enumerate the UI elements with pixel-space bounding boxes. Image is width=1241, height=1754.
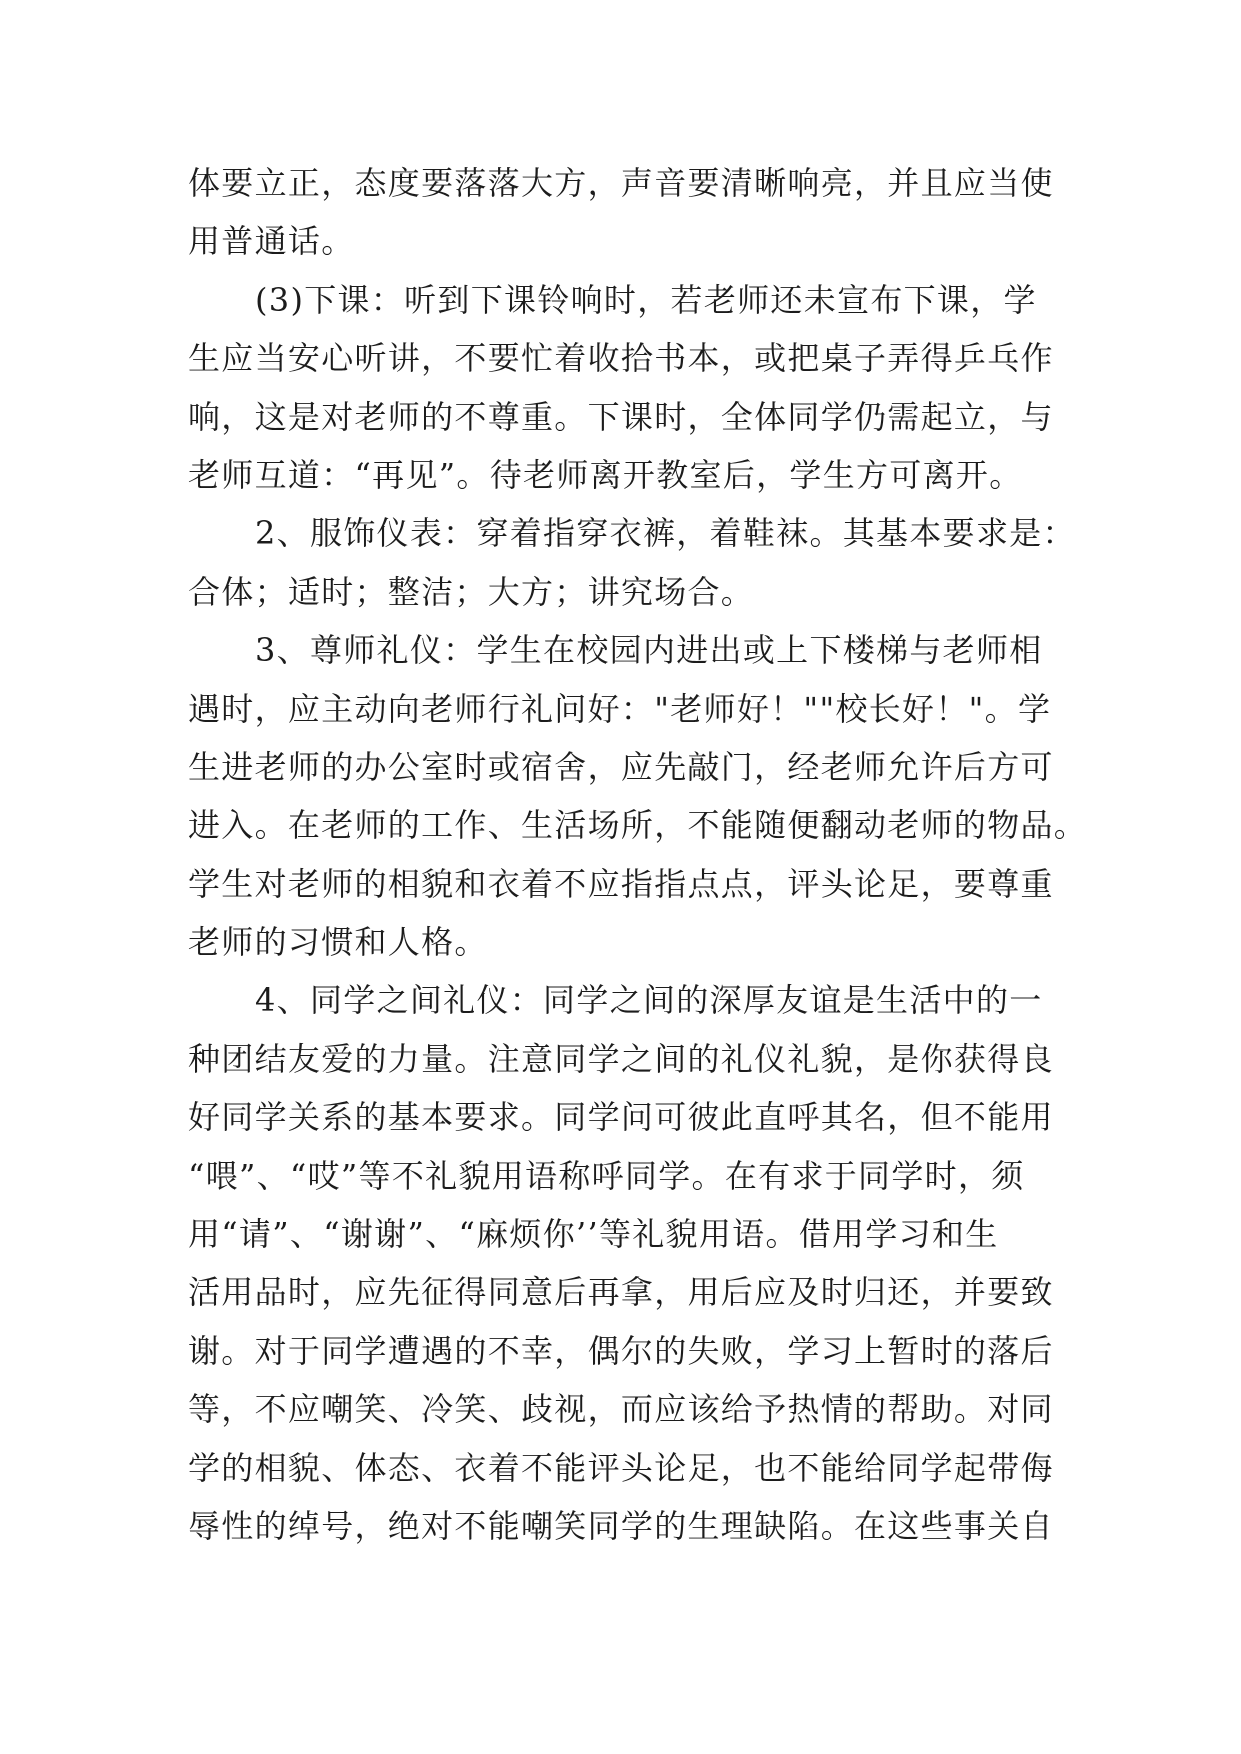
text-line: “喂”、“哎”等不礼貌用语称呼同学。在有求于同学时，须 [188,1156,1025,1195]
text-line: 4、同学之间礼仪：同学之间的深厚友谊是生活中的一 [255,981,1043,1020]
paragraph-dress-appearance [188,504,1088,621]
text-line: 谢。对于同学遭遇的不幸，偶尔的失败，学习上暂时的落后 [188,1331,1054,1370]
text-line: 老师的习惯和人格。 [188,923,488,962]
text-line: 生进老师的办公室时或宿舍，应先敲门，经老师允许后方可 [188,747,1054,786]
paragraph-respect-teachers [188,621,1088,971]
text-line: 用普通话。 [188,222,355,261]
text-line: 等，不应嘲笑、冷笑、歧视，而应该给予热情的帮助。对同 [188,1390,1054,1429]
text-line: 体要立正，态度要落落大方，声音要清晰响亮，并且应当使 [188,164,1054,202]
text-line: 生应当安心听讲，不要忙着收拾书本，或把桌子弄得乒乓作 [188,339,1054,378]
text-line: 学的相貌、体态、衣着不能评头论足，也不能给同学起带侮 [188,1448,1054,1487]
text-line: 响，这是对老师的不尊重。下课时，全体同学仍需起立，与 [188,397,1054,436]
paragraph-classmate-etiquette [188,971,1088,1555]
text-line: 遇时，应主动向老师行礼问好："老师好！""校长好！"。学 [188,689,1052,728]
text-line: 种团结友爱的力量。注意同学之间的礼仪礼貌，是你获得良 [188,1039,1054,1078]
text-line: 老师互道：“再见”。待老师离开教室后，学生方可离开。 [188,455,1023,494]
paragraph-class-dismissal [188,271,1088,505]
text-line: 3、尊师礼仪：学生在校园内进出或上下楼梯与老师相 [255,631,1043,670]
paragraph-continuation [188,154,1088,271]
document-body [188,154,1088,1555]
text-line: 辱性的绰号，绝对不能嘲笑同学的生理缺陷。在这些事关自 [188,1506,1054,1545]
text-line: 活用品时，应先征得同意后再拿，用后应及时归还，并要致 [188,1273,1054,1312]
text-line: 进入。在老师的工作、生活场所，不能随便翻动老师的物品。 [188,806,1088,845]
text-line: 合体；适时；整洁；大方；讲究场合。 [188,572,755,611]
text-line: 好同学关系的基本要求。同学问可彼此直呼其名，但不能用 [188,1098,1054,1137]
text-line: 学生对老师的相貌和衣着不应指指点点，评头论足，要尊重 [188,864,1054,903]
text-line: (3)下课：听到下课铃响时，若老师还未宣布下课，学 [255,280,1037,319]
text-line: 2、服饰仪表：穿着指穿衣裤，着鞋袜。其基本要求是： [255,514,1076,553]
text-line: 用“请”、“谢谢”、“麻烦你’’等礼貌用语。借用学习和生 [188,1215,999,1254]
